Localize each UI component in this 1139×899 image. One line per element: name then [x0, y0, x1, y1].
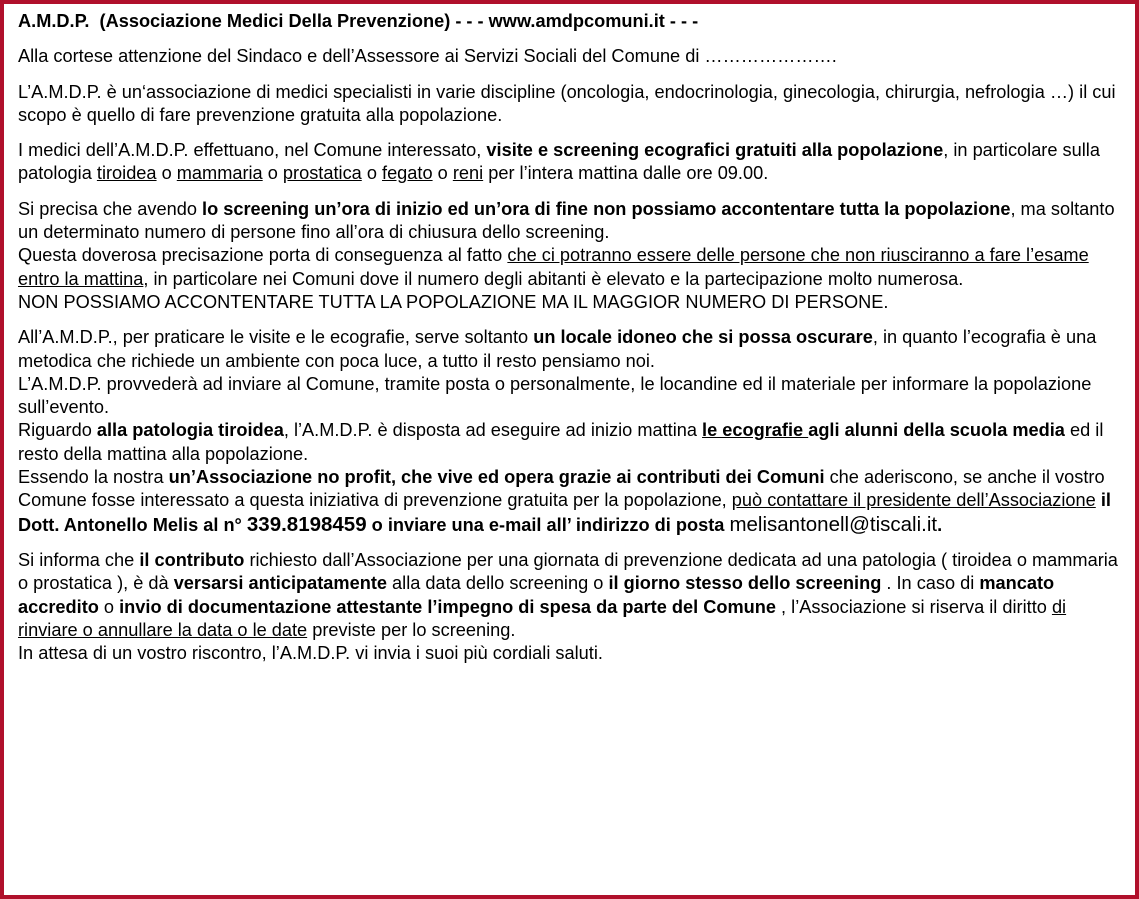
caps-notice: NON POSSIAMO ACCONTENTARE TUTTA LA POPOLAZIONE MA IL MAGGIOR NUMERO DI PERSONE.: [18, 291, 889, 312]
header-separator-end: - - -: [664, 11, 699, 31]
text: Si precisa che avendo: [18, 198, 203, 219]
pathology-prostate: prostatica: [282, 163, 362, 184]
bold-text: il giorno stesso dello screening: [608, 573, 882, 594]
bold-text: versarsi anticipatamente: [173, 573, 387, 594]
text: , in quanto l’ecografia è una metodica che richiede un ambiente con poca luce, a tutto il resto pensiamo noi.: [18, 327, 1097, 371]
text: o: [262, 163, 283, 184]
org-acronym: A.M.D.P.: [18, 11, 90, 31]
text: . In caso di: [881, 573, 980, 594]
underlined-text: che ci potranno essere delle persone che non riusciranno a fare l’esame entro la mattina: [18, 245, 1089, 289]
text: , l’Associazione si riserva il diritto: [776, 596, 1052, 617]
bold-text: visite e screening ecografici gratuiti alla popolazione: [486, 140, 944, 161]
period: .: [937, 514, 943, 535]
header-separator: - - -: [450, 11, 489, 31]
text: , in particolare nei Comuni dove il numero degli abitanti è elevato e la partecipazione molto numerosa.: [143, 268, 964, 289]
bold-text: agli alunni della scuola media: [808, 420, 1065, 441]
paragraph-contribution: [18, 549, 1121, 665]
text: che aderiscono, se anche il vostro Comune fosse interessato a questa iniziativa di prevenzione gratuita per la popolazione,: [18, 467, 1105, 511]
text: , l’A.M.D.P. è disposta ad eseguire ad inizio mattina: [283, 420, 703, 441]
paragraph-intro: L’A.M.D.P. è un‘associazione di medici specialisti in varie discipline (oncologia, endocrinologia, ginecologia, chirurgia, nefrologia …) il cui scopo è quello di fare prevenzione gratuita alla popolazione.: [18, 81, 1116, 125]
text: o: [432, 163, 453, 184]
pathology-kidneys: reni: [452, 163, 484, 184]
text: richiesto dall’Associazione per una giornata di prevenzione dedicata ad una patologia ( tiroidea o mammaria o prostatica ), è dà: [18, 549, 1118, 594]
header-line: [18, 10, 1121, 33]
closing-greeting: In attesa di un vostro riscontro, l’A.M.D.P. vi invia i suoi più cordiali saluti.: [18, 643, 603, 664]
text: Riguardo: [18, 420, 97, 441]
text: o: [98, 596, 120, 617]
bold-underlined-text: le ecografie: [702, 420, 809, 441]
email-address[interactable]: melisantonell@tiscali.it: [729, 512, 938, 536]
org-full-name: (Associazione Medici Della Prevenzione): [99, 11, 451, 31]
text: previste per lo screening.: [307, 619, 516, 640]
pathology-breast: mammaria: [176, 163, 263, 184]
bold-text: alla patologia tiroidea: [96, 420, 284, 441]
text: Essendo la nostra: [18, 467, 169, 488]
paragraph-visits: [18, 139, 1121, 186]
text: All’A.M.D.P., per praticare le visite e le ecografie, serve soltanto: [18, 327, 534, 348]
paragraph-salutation: Alla cortese attenzione del Sindaco e dell’Assessore ai Servizi Sociali del Comune di ………………….: [18, 46, 837, 67]
phone-number[interactable]: 339.8198459: [246, 512, 367, 536]
website-link[interactable]: www.amdpcomuni.it: [488, 11, 665, 31]
bold-text: invio di documentazione attestante l’impegno di spesa da parte del Comune: [119, 596, 776, 617]
text: o: [361, 163, 383, 184]
bold-text: un’Associazione no profit, che vive ed opera grazie ai contributi dei Comuni: [168, 467, 825, 488]
text: Questa doverosa precisazione porta di conseguenza al fatto: [18, 245, 508, 266]
paragraph-requirements: [18, 326, 1121, 537]
text: I medici dell’A.M.D.P. effettuano, nel Comune interessato,: [18, 140, 487, 161]
text: , ma soltanto un determinato numero di persone fino all’ora di chiusura dello screening.: [18, 198, 1115, 243]
pathology-liver: fegato: [382, 163, 433, 184]
pathology-thyroid: tiroidea: [96, 163, 157, 184]
underlined-text: di rinviare o annullare la data o le date: [18, 596, 1067, 640]
text: Si informa che: [18, 549, 140, 570]
text: alla data dello screening o: [387, 573, 609, 594]
text: o: [156, 163, 177, 184]
paragraph-limits: [18, 198, 1121, 314]
bold-text: mancato accredito: [18, 573, 1055, 617]
text: L’A.M.D.P. provvederà ad inviare al Comune, tramite posta o personalmente, le locandine ed il materiale per informare la popolazione sull’evento.: [18, 373, 1092, 418]
bold-text: o inviare una e-mail all’ indirizzo di posta: [366, 514, 730, 535]
text: per l’intera mattina dalle ore 09.00.: [483, 163, 769, 184]
bold-text: il Dott. Antonello Melis al n°: [18, 490, 1111, 535]
contact-president-text: può contattare il presidente dell’Associazione: [731, 490, 1096, 511]
bold-text: lo screening un’ora di inizio ed un’ora di fine non possiamo accontentare tutta la popolazione: [202, 198, 1011, 219]
bold-text: il contributo: [139, 549, 245, 570]
bold-text: un locale idoneo che si possa oscurare: [533, 327, 873, 348]
text: ed il resto della mattina alla popolazione.: [18, 420, 1104, 464]
text: , in particolare sulla patologia: [18, 140, 1100, 184]
